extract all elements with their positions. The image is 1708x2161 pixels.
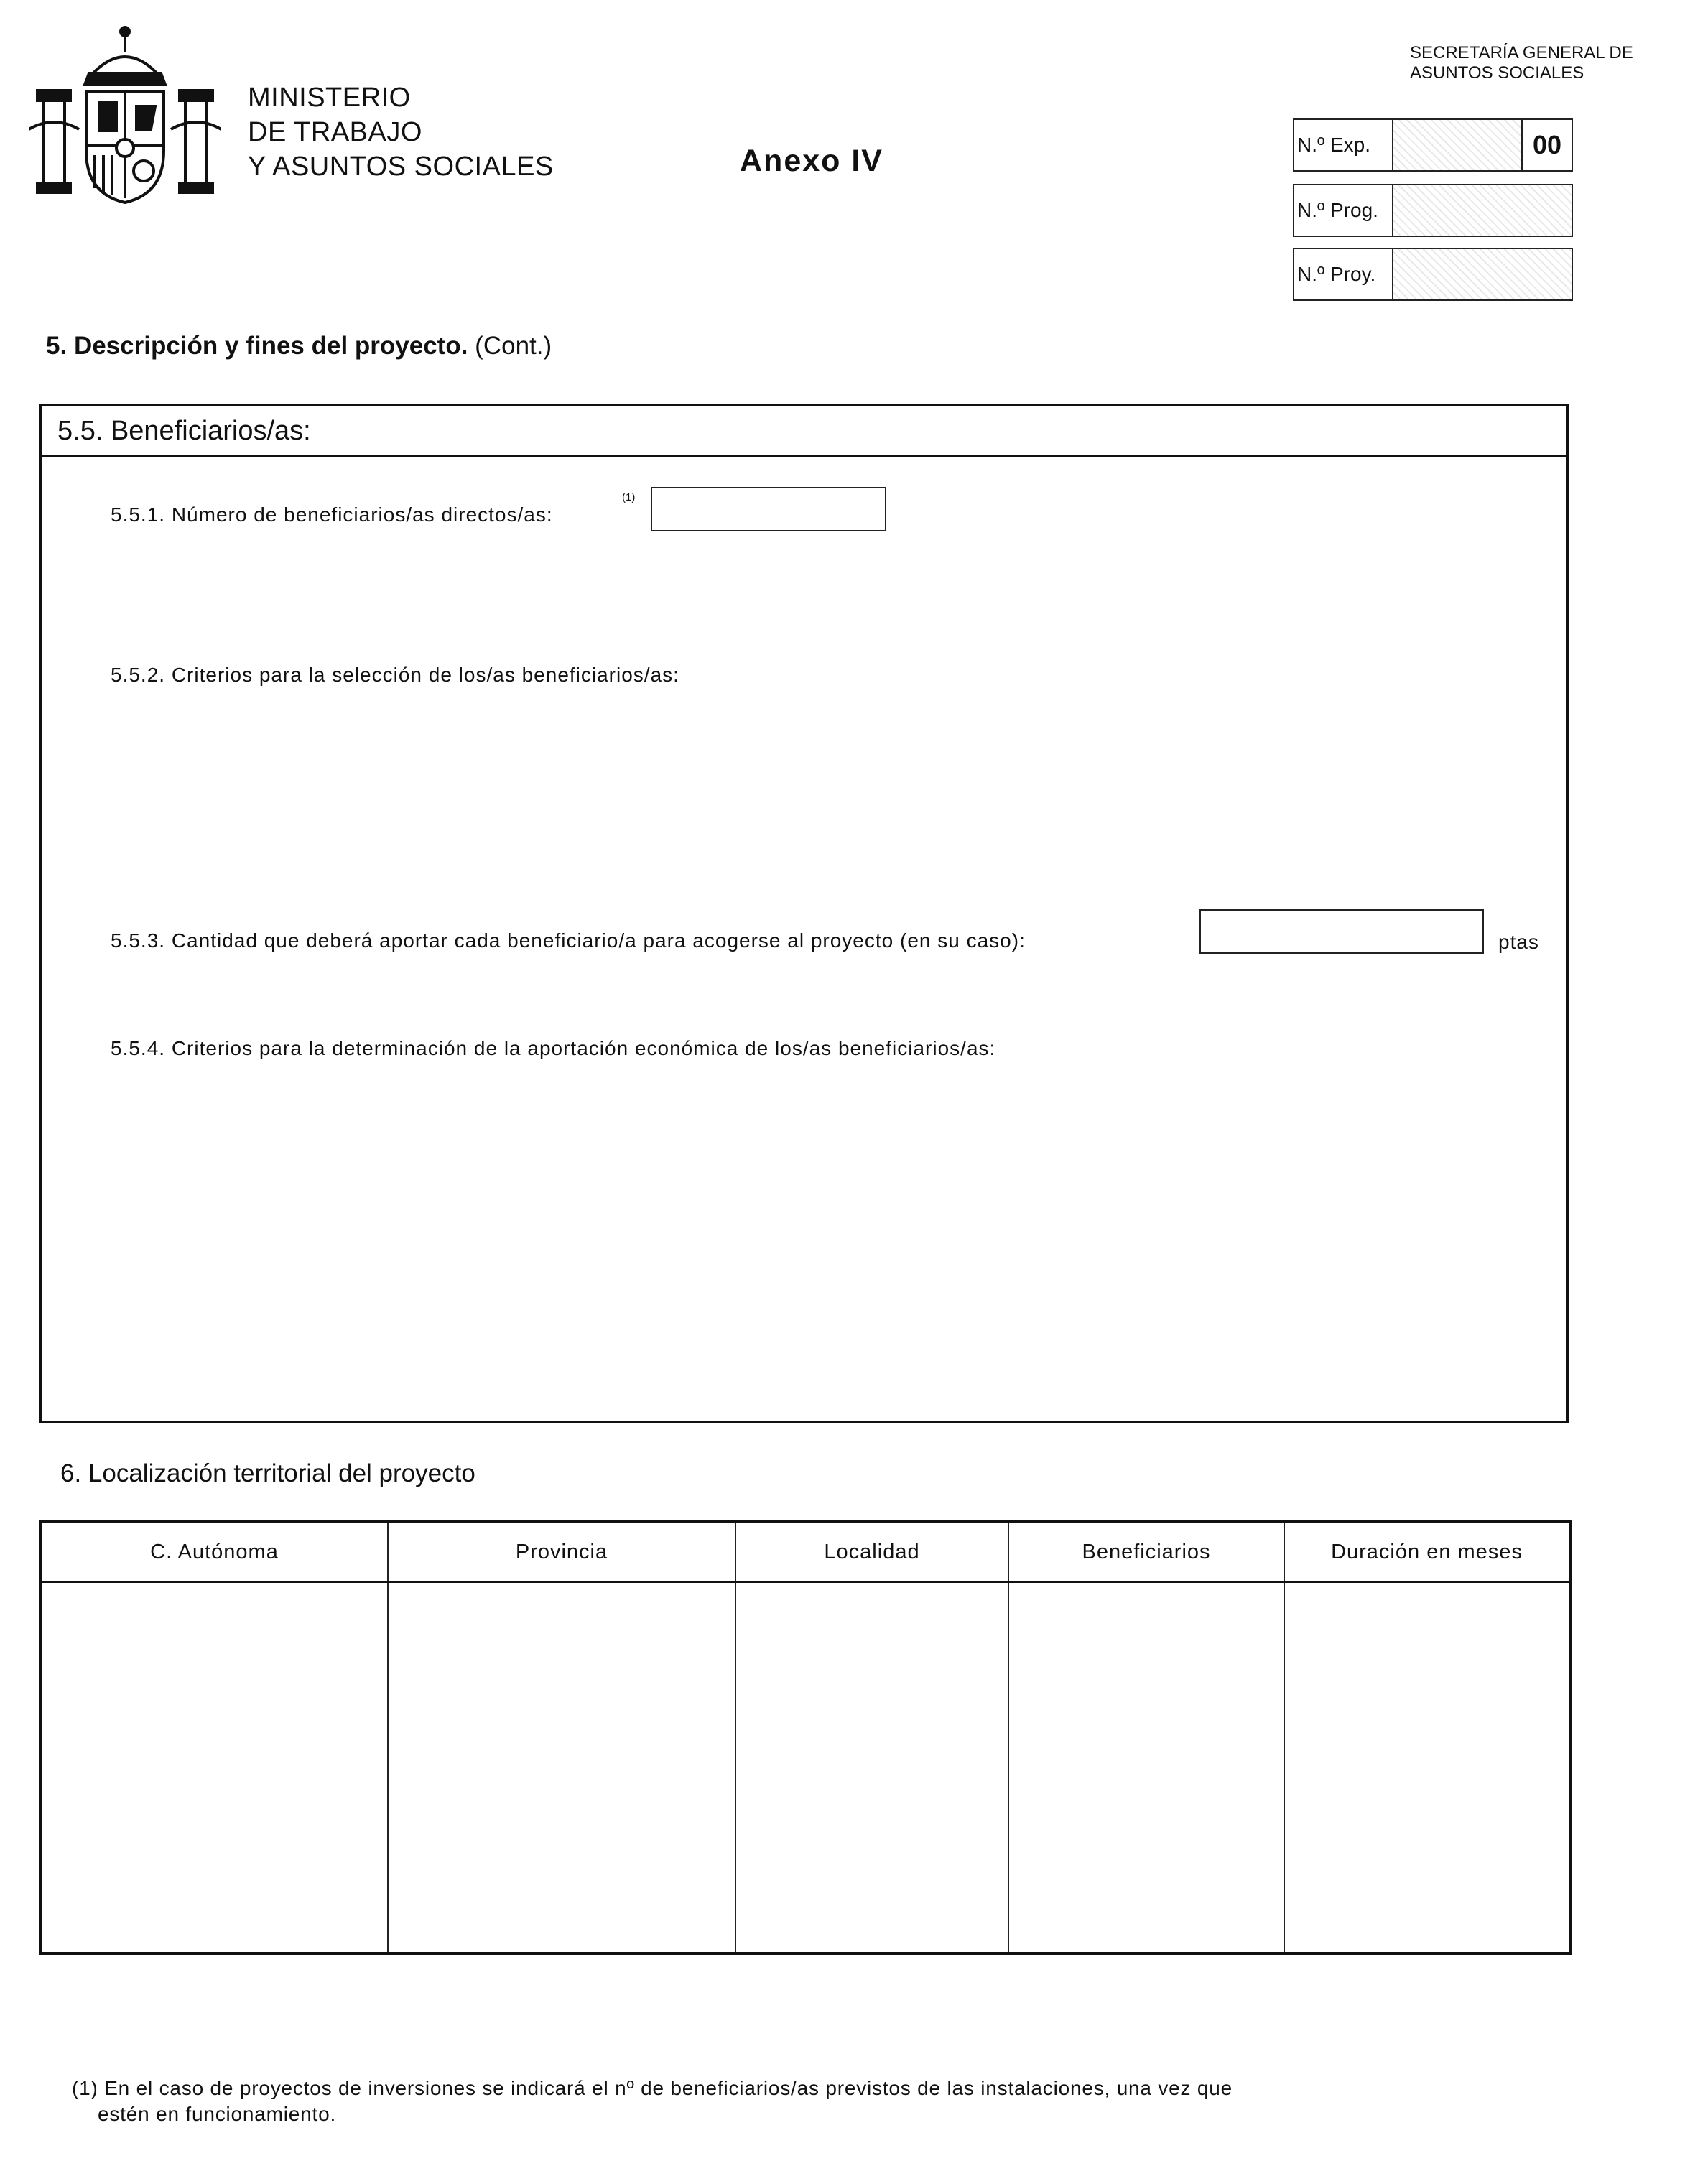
contribution-amount-input[interactable] xyxy=(1199,909,1484,954)
section-5-number: 5. xyxy=(46,332,68,360)
table-header-row xyxy=(40,1521,1570,1582)
beneficiaries-heading: 5.5. Beneficiarios/as: xyxy=(42,406,1566,457)
section-5-suffix: (Cont.) xyxy=(475,332,552,360)
cell-localidad[interactable] xyxy=(735,1582,1008,1953)
secretariat-line-2: ASUNTOS SOCIALES xyxy=(1410,63,1584,83)
programa-field[interactable] xyxy=(1393,185,1572,236)
programa-number-box xyxy=(1293,184,1573,237)
footnote-ref: (1) xyxy=(622,491,636,503)
expediente-code: 00 xyxy=(1521,120,1572,170)
column-duracion: Duración en meses xyxy=(1284,1521,1570,1582)
footnote-line-2: estén en funcionamiento. xyxy=(98,2103,337,2125)
proyecto-number-box xyxy=(1293,248,1573,301)
section-5-heading: Descripción y fines del proyecto. xyxy=(73,332,468,360)
table-row xyxy=(40,1582,1570,1953)
column-localidad: Localidad xyxy=(735,1521,1008,1582)
cell-duracion[interactable] xyxy=(1284,1582,1570,1953)
annex-title: Anexo IV xyxy=(740,144,883,178)
section-5-title xyxy=(46,332,552,361)
column-comunidad-autonoma: C. Autónoma xyxy=(40,1521,388,1582)
contribution-amount-label: 5.5.3. Cantidad que deberá aportar cada beneficiario/a para acogerse al proyecto (en su caso): xyxy=(111,929,1026,952)
selection-criteria-label: 5.5.2. Criterios para la selección de los/as beneficiarios/as: xyxy=(111,664,679,686)
expediente-field[interactable] xyxy=(1393,120,1521,170)
column-beneficiarios: Beneficiarios xyxy=(1008,1521,1284,1582)
cell-comunidad-autonoma[interactable] xyxy=(40,1582,388,1953)
cell-provincia[interactable] xyxy=(388,1582,735,1953)
programa-label: N.º Prog. xyxy=(1294,185,1393,236)
footnote xyxy=(72,2076,1566,2127)
direct-beneficiaries-label: 5.5.1. Número de beneficiarios/as directos/as: xyxy=(111,503,553,526)
section-6-title: 6. Localización territorial del proyecto xyxy=(60,1459,475,1487)
ministry-line-2: DE TRABAJO xyxy=(248,117,422,147)
beneficiaries-panel xyxy=(39,404,1569,1423)
proyecto-field[interactable] xyxy=(1393,249,1572,299)
contribution-criteria-label: 5.5.4. Criterios para la determinación de la aportación económica de los/as beneficiarios/as: xyxy=(111,1037,996,1059)
proyecto-label: N.º Proy. xyxy=(1294,249,1393,299)
column-provincia: Provincia xyxy=(388,1521,735,1582)
direct-beneficiaries-input[interactable] xyxy=(651,487,886,531)
footnote-line-1: (1) En el caso de proyectos de inversiones se indicará el nº de beneficiarios/as previstos de las instalaciones, una vez que xyxy=(72,2077,1233,2099)
ministry-name xyxy=(248,80,554,184)
coat-of-arms-icon xyxy=(29,22,221,208)
secretariat-line-1: SECRETARÍA GENERAL DE xyxy=(1410,43,1633,62)
ministry-line-1: MINISTERIO xyxy=(248,83,411,113)
cell-beneficiarios[interactable] xyxy=(1008,1582,1284,1953)
secretariat-name xyxy=(1410,43,1633,83)
expediente-label: N.º Exp. xyxy=(1294,120,1393,170)
expediente-number-box xyxy=(1293,118,1573,172)
ministry-line-3: Y ASUNTOS SOCIALES xyxy=(248,152,554,182)
currency-unit: ptas xyxy=(1498,931,1539,953)
location-table xyxy=(39,1520,1572,1955)
